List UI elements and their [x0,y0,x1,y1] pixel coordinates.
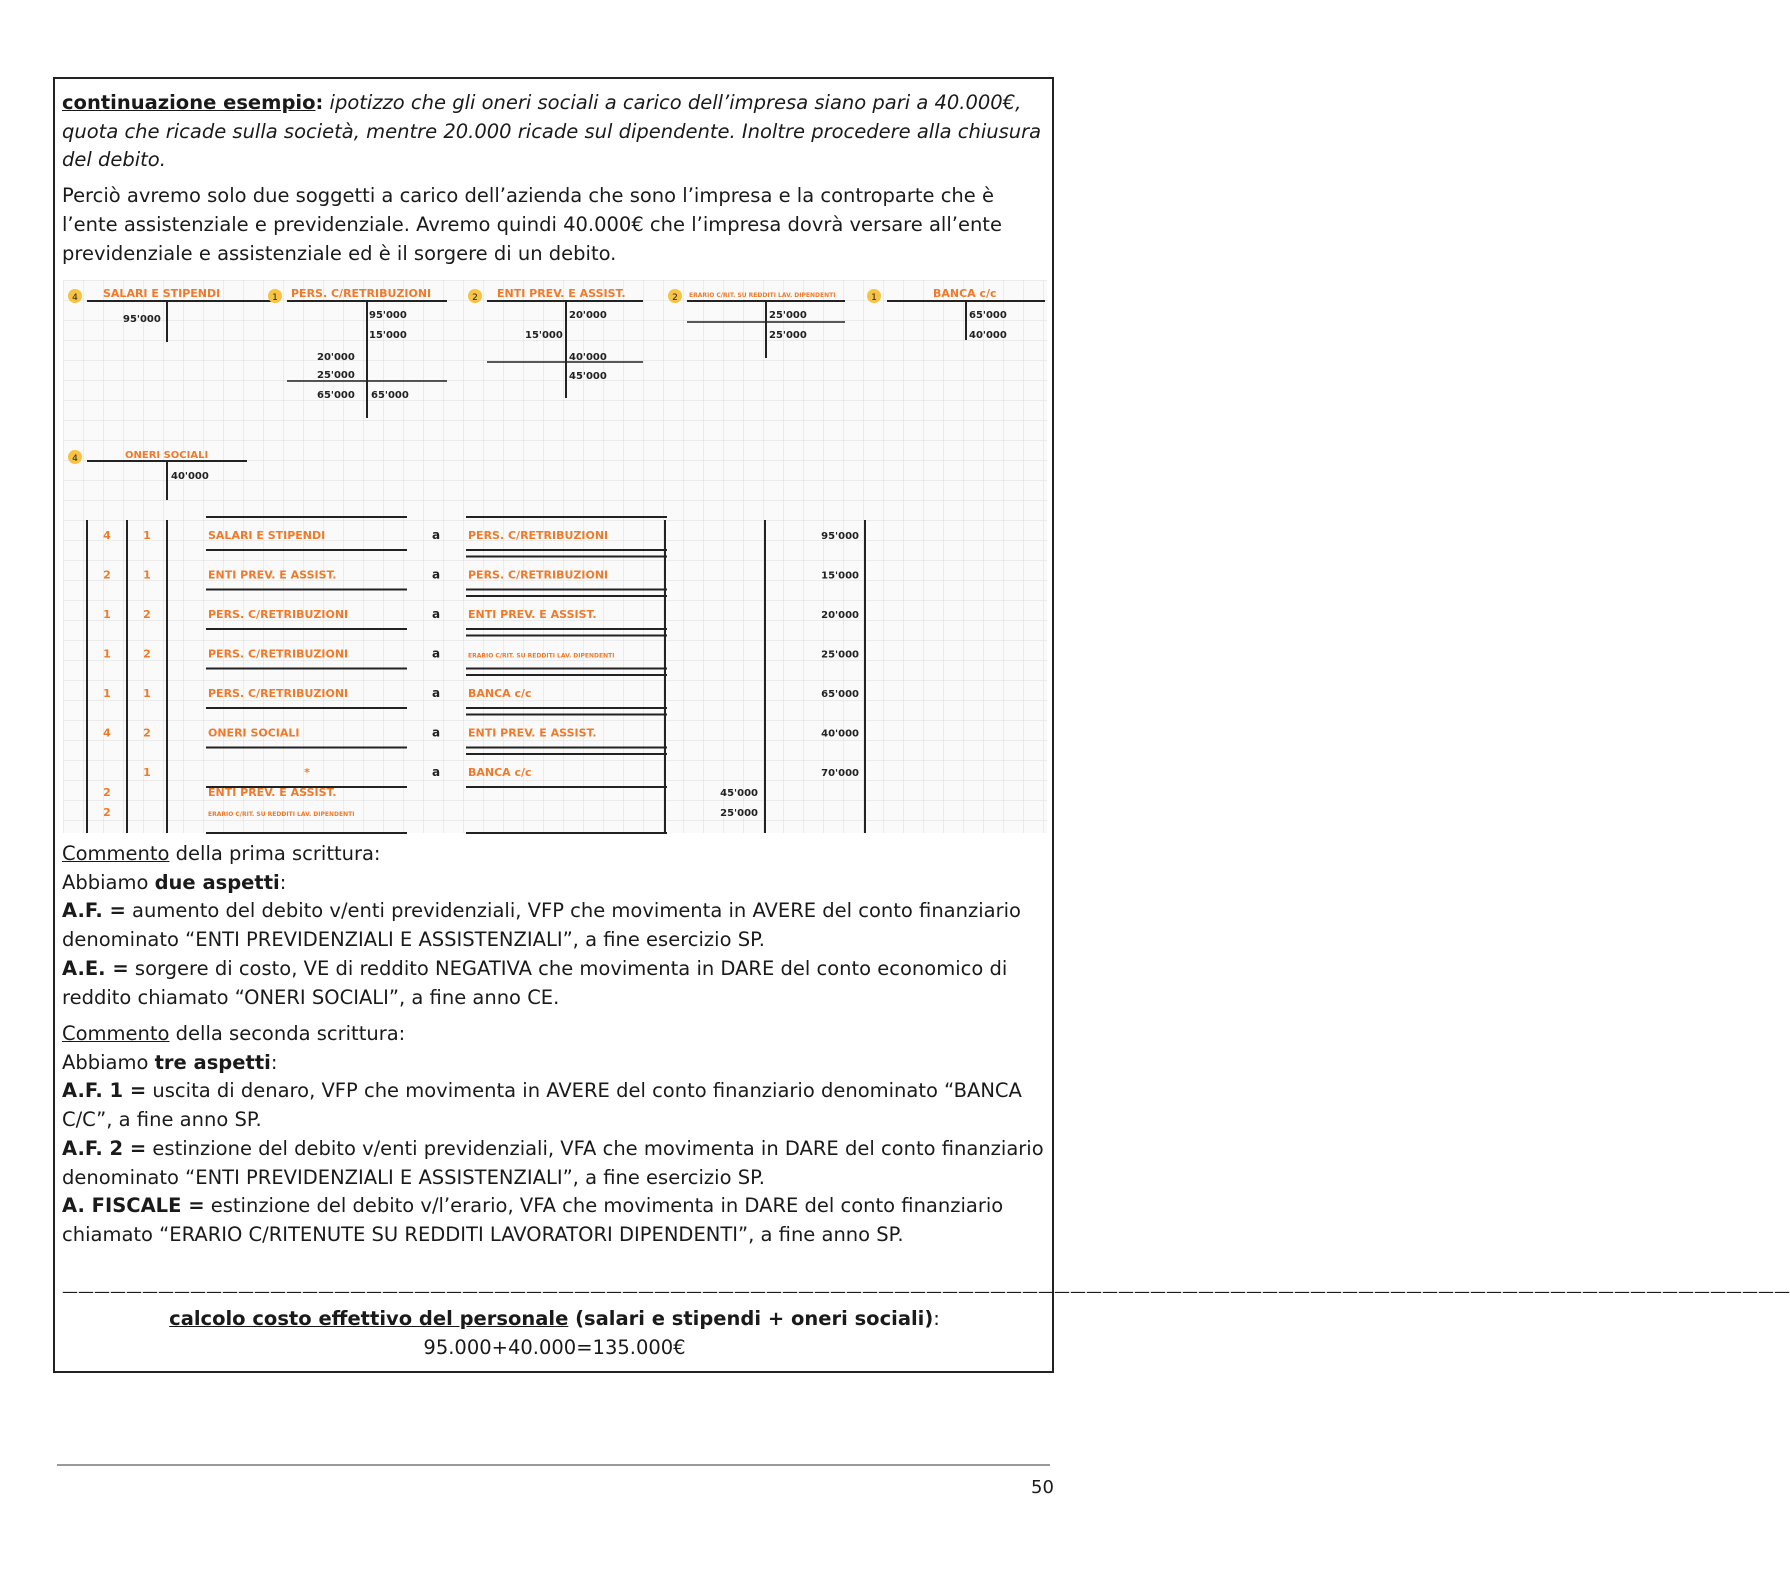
ledger-title: ERARIO C/RIT. SU REDDITI LAV. DIPENDENTI [689,292,836,299]
journal-total: 70'000 [821,768,859,779]
ledger-title: BANCA c/c [933,287,997,300]
ledger-value: 15'000 [525,330,563,341]
ledger-title: SALARI E STIPENDI [103,287,221,300]
calc-formula: 95.000+40.000=135.000€ [423,1335,686,1359]
c1-line2c: : [279,870,287,894]
journal-col-a: 4 [103,726,111,740]
c2-line2a: Abbiamo [62,1050,155,1074]
calc-title: calcolo costo effettivo del personale [169,1307,569,1330]
af-text: aumento del debito v/enti previdenziali, VFP che movimenta in AVERE del conto finanziario denominato “ENTI PREVIDENZIALI E ASSISTENZIALI”, a fine esercizio SP. [62,899,1021,952]
journal-a-symbol: a [431,725,441,740]
ledger-value: 20'000 [317,352,355,363]
ledger-value: 65'000 [317,390,355,401]
journal-col-a: 2 [103,786,111,799]
journal-debit-account: PERS. C/RETRIBUZIONI [208,647,349,661]
journal-partial: 45'000 [720,788,758,799]
journal-total: 95'000 [821,531,859,542]
ledger-value: 15'000 [369,330,407,341]
footer-divider [57,1464,1050,1466]
calc-colon: : [933,1307,940,1330]
ledger-title: PERS. C/RETRIBUZIONI [291,287,432,300]
journal-partial: 25'000 [720,808,758,819]
ledger-value: 25'000 [317,370,355,381]
af1-text: uscita di denaro, VFP che movimenta in AVERE del conto finanziario denominato “BANCA C/C”, a fine anno SP. [62,1079,1022,1132]
c1-line2a: Abbiamo [62,870,155,894]
journal-debit-account: SALARI E STIPENDI [208,529,326,542]
journal-credit-account: PERS. C/RETRIBUZIONI [468,568,609,582]
ledger-num: 2 [672,293,678,303]
ledger-title: ENTI PREV. E ASSIST. [497,287,626,300]
journal-a-symbol: a [431,607,441,621]
ledger-value: 25'000 [769,330,807,341]
accounting-figure [63,280,1047,833]
journal-col-a: 1 [103,647,111,661]
intro-paragraph [62,89,1047,268]
comment-second [62,1020,1047,1250]
journal-debit-account: ENTI PREV. E ASSIST. [208,568,337,582]
c2-line2b: tre aspetti [154,1050,271,1074]
journal-credit-account: ERARIO C/RIT. SU REDDITI LAV. DIPENDENTI [468,652,615,660]
journal-col-a: 2 [103,806,111,819]
journal-credit-account: ENTI PREV. E ASSIST. [468,608,597,621]
c1-line2b: due aspetti [154,870,280,894]
journal-total: 40'000 [821,728,859,740]
journal-col-b: 1 [143,568,151,582]
journal-col-a: 1 [103,608,111,621]
ledger-num: 1 [871,293,877,303]
journal-col-a: 1 [103,687,111,700]
fiscale-label: A. FISCALE = [62,1194,205,1218]
journal-total: 25'000 [821,649,859,661]
journal-col-b: 2 [143,726,151,740]
page-number: 50 [1031,1477,1054,1498]
journal-debit-account: ONERI SOCIALI [208,726,300,740]
comment1-word: Commento [62,842,170,865]
intro-colon: : [315,91,324,114]
journal-a-symbol: a [431,686,441,700]
journal-col-b: 2 [143,647,151,661]
ledger-value: 65'000 [371,390,409,401]
journal-col-a: 2 [103,568,111,582]
para2: Perciò avremo solo due soggetti a carico dell’azienda che sono l’impresa e la controparte che è l’ente assistenziale e previdenziale. Avremo quindi 40.000€ che l’impresa dovrà versare all’ente previdenziale e assistenziale ed è il sorgere di un debito. [62,184,1002,265]
ledger-value: 95'000 [369,310,407,321]
ledger-value: 95'000 [123,314,161,325]
journal-debit-account: PERS. C/RETRIBUZIONI [208,687,349,700]
journal-a-symbol: a [431,528,441,542]
journal-debit-account: ERARIO C/RIT. SU REDDITI LAV. DIPENDENTI [208,811,355,818]
journal-col-b: 1 [143,529,151,542]
journal-col-b: 2 [143,608,151,621]
journal-debit-account: ENTI PREV. E ASSIST. [208,786,337,799]
journal-a-symbol: a [431,646,441,661]
journal-credit-account: BANCA c/c [468,766,532,779]
af2-text: estinzione del debito v/enti previdenziali, VFA che movimenta in DARE del conto finanziario denominato “ENTI PREVIDENZIALI E ASSISTENZIALI”, a fine esercizio SP. [62,1136,1044,1189]
journal-total: 20'000 [821,610,859,621]
ledger-num: 4 [72,454,78,464]
fiscale-text: estinzione del debito v/l’erario, VFA che movimenta in DARE del conto finanziario chiamato “ERARIO C/RITENUTE SU REDDITI LAVORATORI DIPENDENTI”, a fine anno SP. [62,1194,1004,1246]
ledger-value: 40'000 [569,352,607,363]
journal-col-b: 1 [143,766,151,779]
ledger-num: 4 [72,293,78,303]
ledger-value: 25'000 [769,310,807,321]
journal-credit-account: PERS. C/RETRIBUZIONI [468,529,609,542]
c2-line2c: : [270,1050,278,1074]
journal-credit-account: ENTI PREV. E ASSIST. [468,726,597,740]
calc-paren: (salari e stipendi + oneri sociali) [568,1307,934,1330]
intro-italic: ipotizzo che gli oneri sociali a carico dell’impresa siano pari a 40.000€, quota che ricade sulla società, mentre 20.000 ricade sul dipendente. Inoltre procedere alla chiusura del debito. [62,91,1042,172]
journal-credit-account: BANCA c/c [468,687,532,700]
journal-col-a: 4 [103,529,111,542]
calc-section [62,1305,1047,1362]
journal-a-symbol: a [431,765,441,779]
comment1-rest: della prima scrittura: [169,842,381,865]
comment-first [62,840,1047,1012]
af-label: A.F. = [62,899,126,923]
journal-a-symbol: a [431,567,441,582]
journal-total: 15'000 [821,570,859,582]
journal-debit-account: PERS. C/RETRIBUZIONI [208,608,349,621]
ledger-value: 45'000 [569,371,607,382]
journal-col-b: 1 [143,687,151,700]
journal-debit-account: * [304,766,310,779]
comment2-word: Commento [62,1022,170,1045]
ledger-value: 40'000 [171,471,209,482]
separator-line: ———————————————————————————————————————————————————————————————————————————————————————————————————————————— [62,1282,1790,1301]
intro-lead: continuazione esempio [62,91,316,114]
journal-total: 65'000 [821,689,859,700]
af2-label: A.F. 2 = [62,1136,147,1160]
comment2-rest: della seconda scrittura: [169,1022,406,1045]
ae-label: A.E. = [62,956,129,980]
ae-text: sorgere di costo, VE di reddito NEGATIVA che movimenta in DARE del conto economico di reddito chiamato “ONERI SOCIALI”, a fine anno CE. [62,956,1008,1009]
af1-label: A.F. 1 = [62,1079,147,1103]
ledger-value: 20'000 [569,310,607,321]
ledger-value: 40'000 [969,330,1007,341]
ledger-value: 65'000 [969,310,1007,321]
ledger-num: 1 [272,293,278,303]
ledger-title: ONERI SOCIALI [125,450,209,461]
ledger-num: 2 [472,293,478,303]
